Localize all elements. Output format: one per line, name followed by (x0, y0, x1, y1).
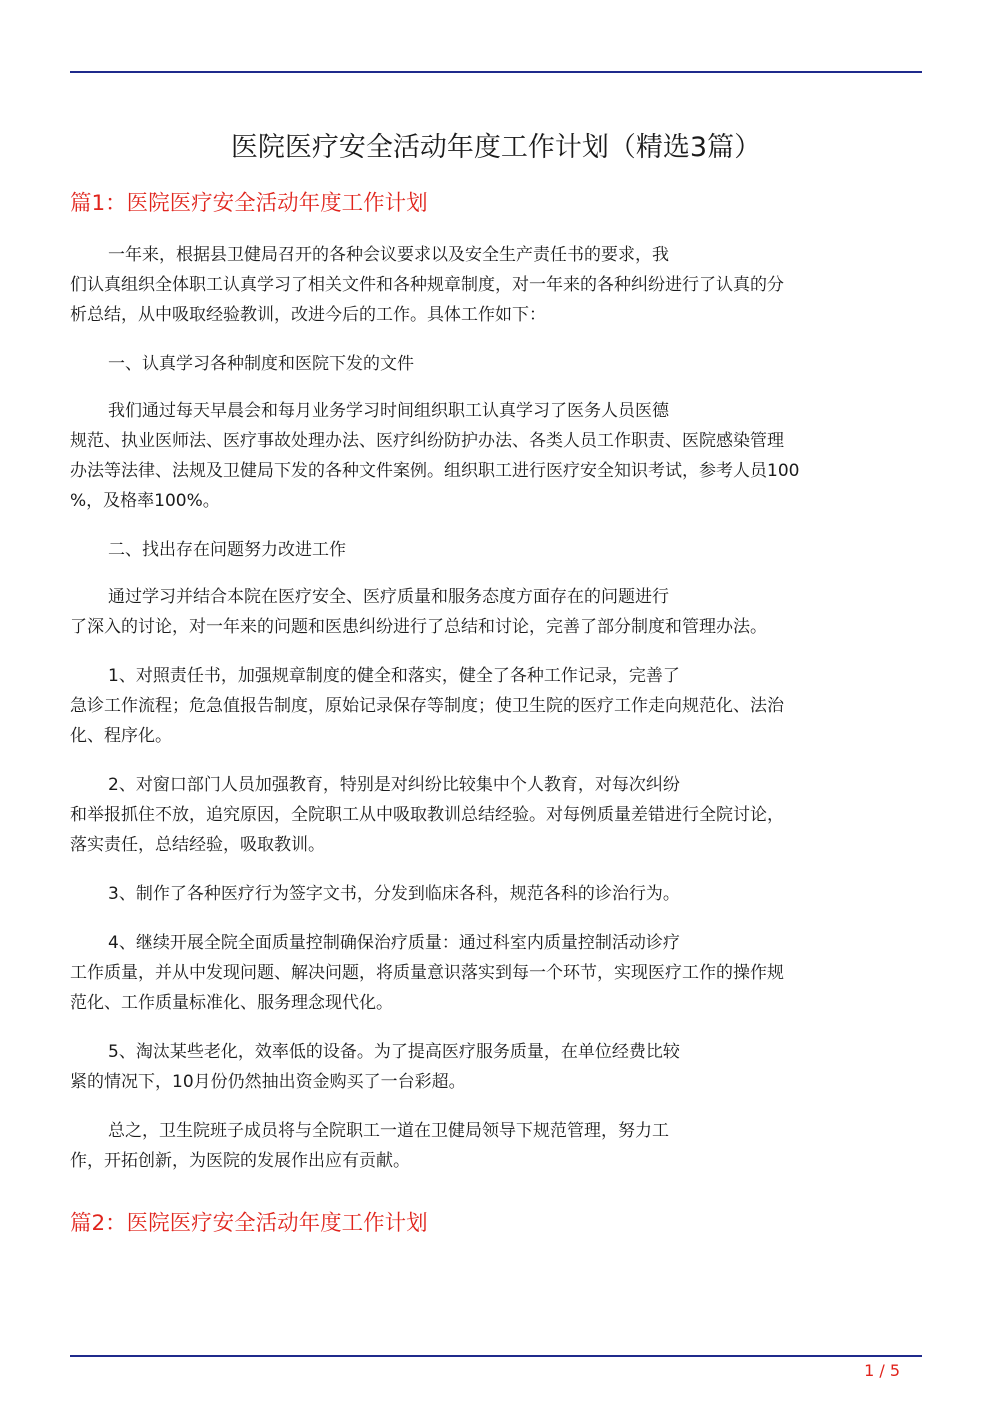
subheading-one: 一、认真学习各种制度和医院下发的文件 (108, 354, 414, 374)
paragraph-intro: 一年来，根据县卫健局召开的各种会议要求以及安全生产责任书的要求，我 们认真组织全体职工认真学习了相关文件和各种规章制度，对一年来的各种纠纷进行了认真的分 析总结，从中吸取经验教训，改进今后的工作。具体工作如下： (70, 245, 784, 325)
paragraph-item-1: 1、对照责任书，加强规章制度的健全和落实，健全了各种工作记录，完善了 急诊工作流程；危急值报告制度，原始记录保存等制度；使卫生院的医疗工作走向规范化、法治 化、程序化。 (70, 666, 784, 746)
subheading-two: 二、找出存在问题努力改进工作 (108, 540, 346, 560)
page-indicator: 1 / 5 (864, 1361, 900, 1380)
header-rule (70, 71, 922, 73)
paragraph-item-4: 4、继续开展全院全面质量控制确保治疗质量：通过科室内质量控制活动诊疗 工作质量，并从中发现问题、解决问题，将质量意识落实到每一个环节，实现医疗工作的操作规 范化、工作质量标准化、服务理念现代化。 (70, 933, 784, 1013)
paragraph-item-3: 3、制作了各种医疗行为签字文书，分发到临床各科，规范各科的诊治行为。 (108, 884, 680, 904)
section-heading-1: 篇1：医院医疗安全活动年度工作计划 (70, 191, 428, 216)
footer-rule (70, 1355, 922, 1357)
paragraph-item-2: 2、对窗口部门人员加强教育，特别是对纠纷比较集中个人教育，对每次纠纷 和举报抓住不放，追究原因，全院职工从中吸取教训总结经验。对每例质量差错进行全院讨论， 落实责任，总结经验，吸取教训。 (70, 775, 784, 855)
paragraph-discussion: 通过学习并结合本院在医疗安全、医疗质量和服务态度方面存在的问题进行 了深入的讨论，对一年来的问题和医患纠纷进行了总结和讨论，完善了部分制度和管理办法。 (70, 587, 767, 637)
paragraph-item-5: 5、淘汰某些老化，效率低的设备。为了提高医疗服务质量，在单位经费比较 紧的情况下，10月份仍然抽出资金购买了一台彩超。 (70, 1042, 680, 1092)
section-1-body (70, 240, 922, 1195)
paragraph-conclusion: 总之，卫生院班子成员将与全院职工一道在卫健局领导下规范管理，努力工 作，开拓创新，为医院的发展作出应有贡献。 (70, 1121, 669, 1171)
paragraph-study: 我们通过每天早晨会和每月业务学习时间组织职工认真学习了医务人员医德 规范、执业医师法、医疗事故处理办法、医疗纠纷防护办法、各类人员工作职责、医院感染管理 办法等法律、法规及卫健局下发的各种文件案例。组织职工进行医疗安全知识考试，参考人员100 %，及格率100%。 (70, 401, 800, 511)
document-title: 医院医疗安全活动年度工作计划（精选3篇） (230, 132, 762, 163)
section-heading-2: 篇2：医院医疗安全活动年度工作计划 (70, 1211, 428, 1236)
